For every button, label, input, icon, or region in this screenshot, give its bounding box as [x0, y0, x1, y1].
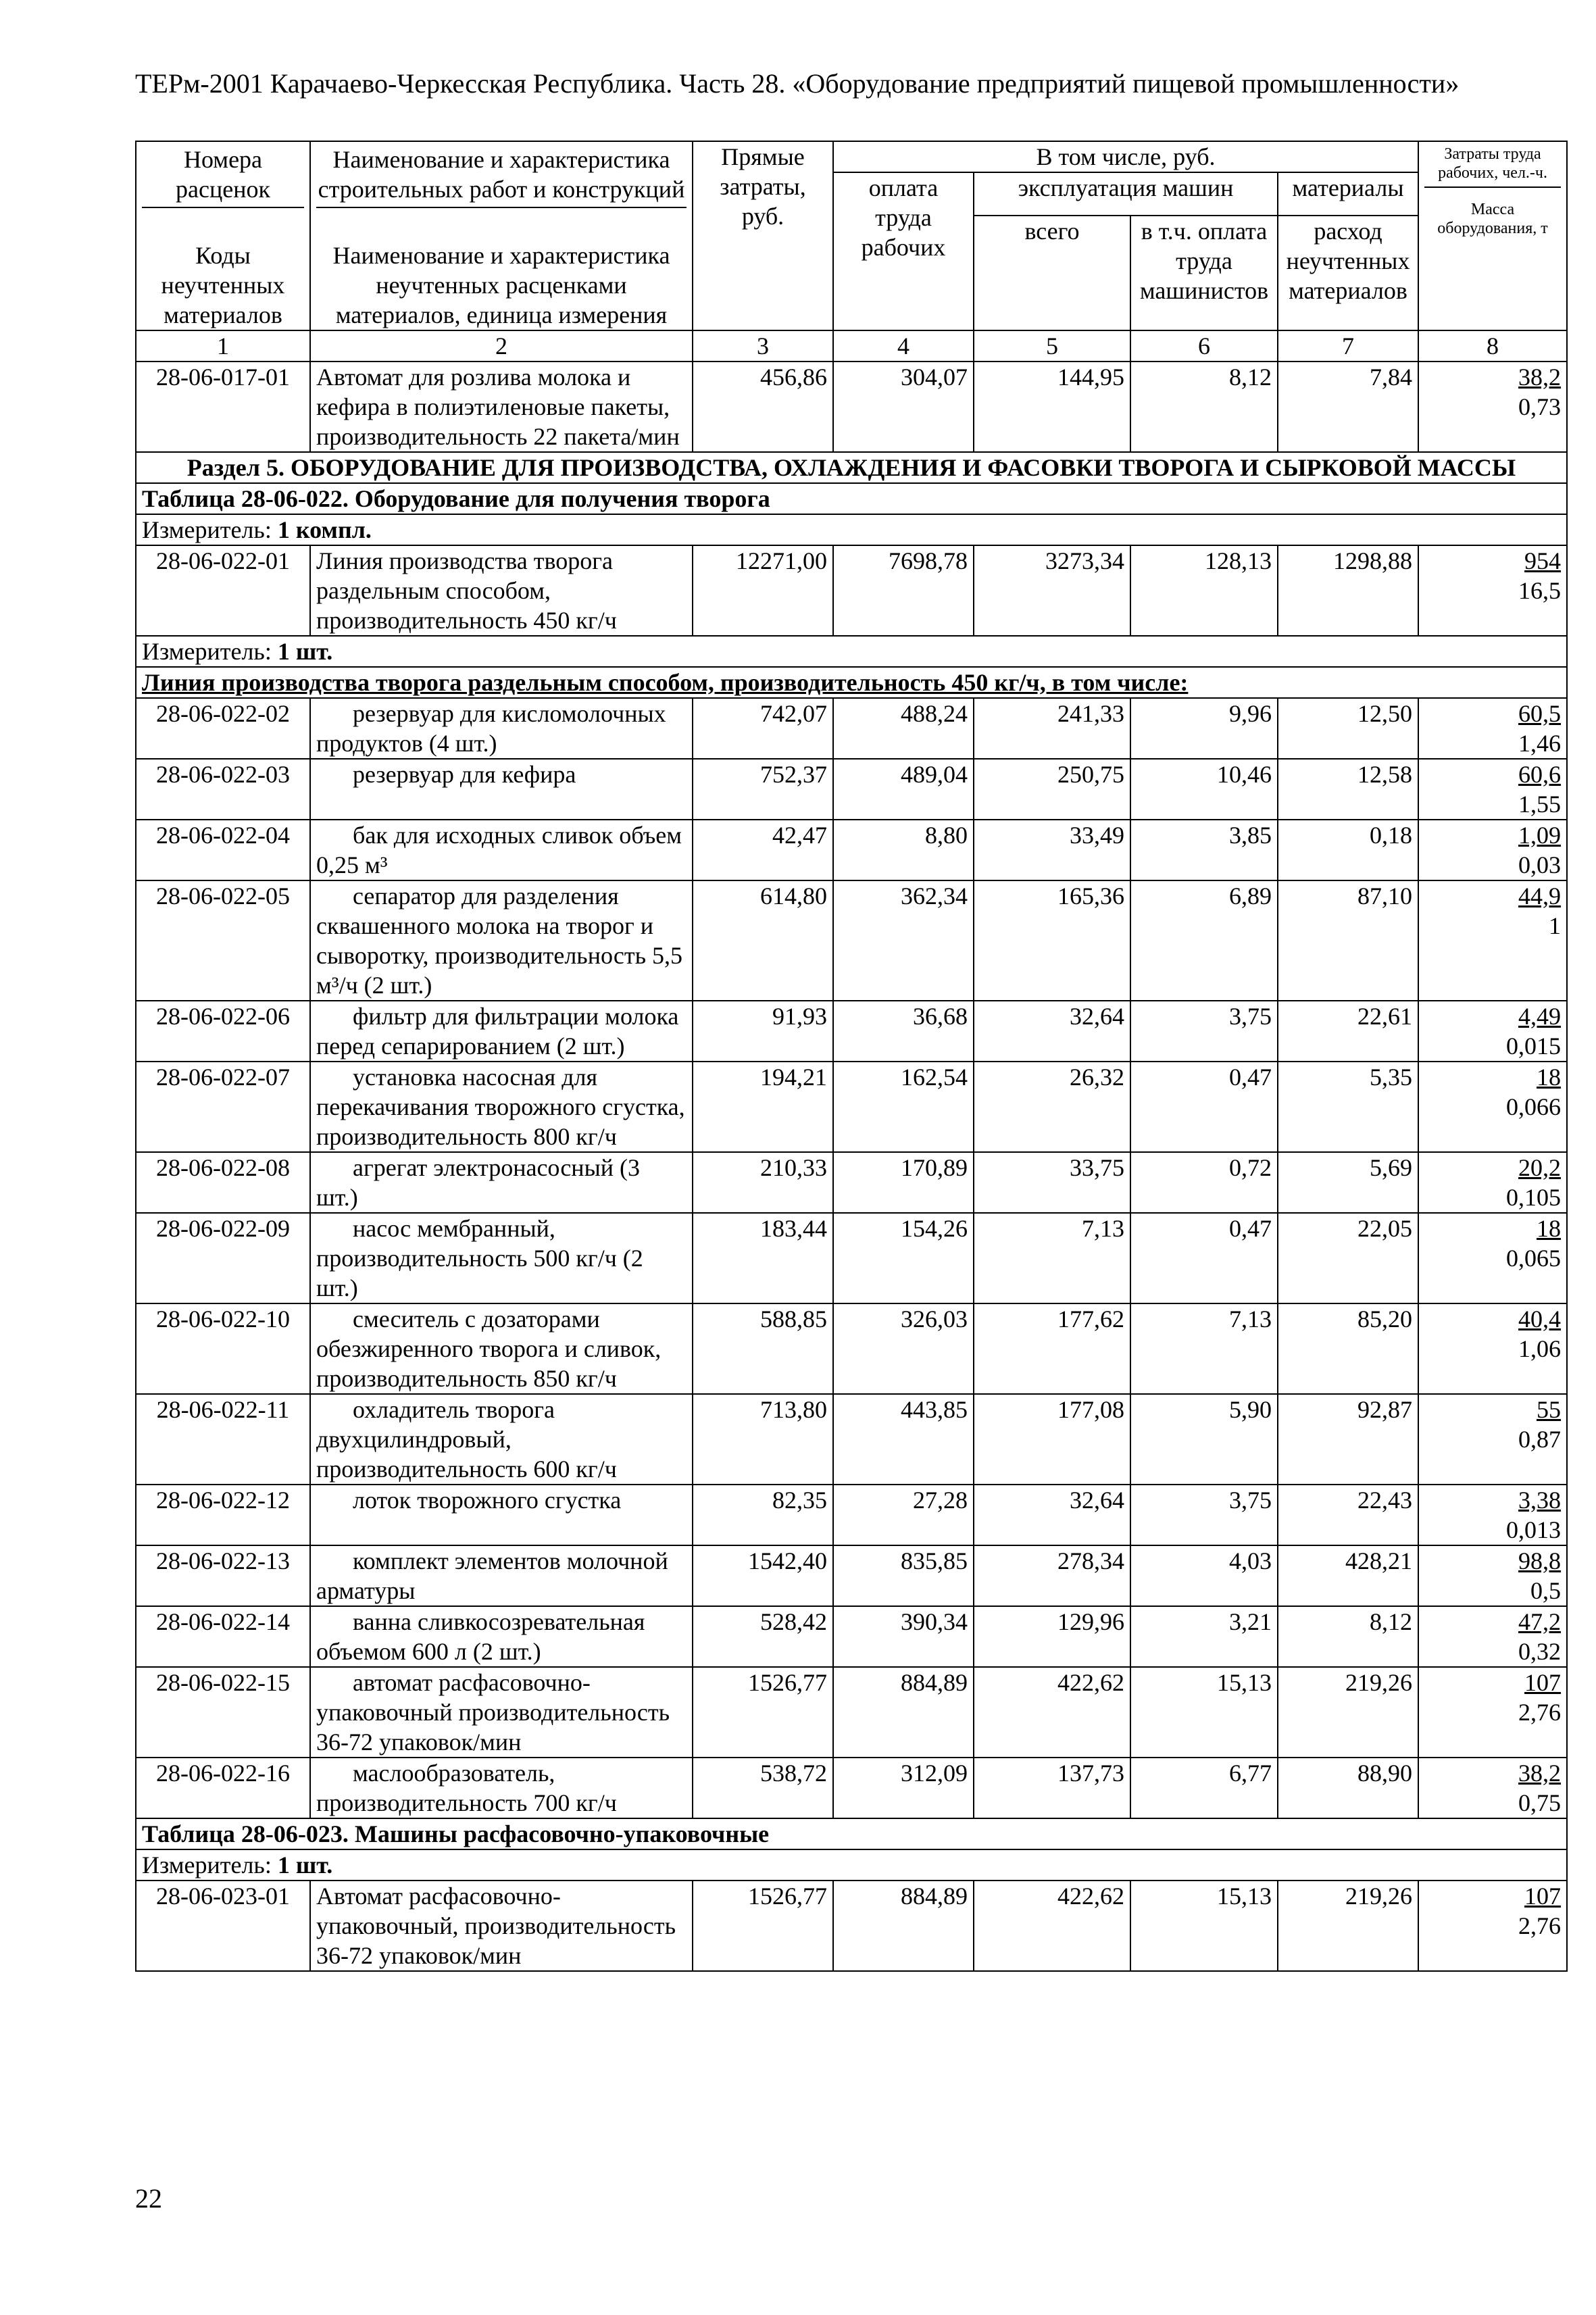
table-row — [136, 1667, 1567, 1758]
subhead: Линия производства творога раздельным способом, производительность 450 кг/ч, в том числе: — [136, 667, 1567, 698]
labor-costs: 107 — [1524, 1883, 1562, 1910]
direct-costs: 1542,40 — [693, 1545, 833, 1606]
machines-total: 137,73 — [974, 1758, 1130, 1818]
equipment-mass: 0,015 — [1506, 1032, 1562, 1060]
rate-code: 28-06-022-01 — [136, 545, 310, 636]
measure-row — [136, 1849, 1567, 1881]
header-materials: материалы — [1278, 172, 1418, 216]
materials: 7,84 — [1278, 362, 1418, 452]
labor-costs: 38,2 — [1518, 364, 1562, 391]
header-machines-total: всего — [974, 216, 1130, 330]
labor-costs: 107 — [1524, 1669, 1562, 1696]
machines-total: 177,62 — [974, 1303, 1130, 1394]
measure-label: Измеритель: — [142, 638, 272, 665]
wages: 154,26 — [833, 1213, 974, 1303]
header-in-total: В том числе, руб. — [833, 141, 1418, 172]
labor-and-mass — [1418, 1303, 1567, 1394]
labor-and-mass — [1418, 820, 1567, 880]
machines-total: 422,62 — [974, 1881, 1130, 1971]
equipment-mass: 0,013 — [1506, 1516, 1562, 1543]
work-name-text: резервуар для кисломолочных продуктов (4 шт.) — [316, 700, 666, 757]
materials: 22,61 — [1278, 1001, 1418, 1062]
work-name — [310, 1606, 693, 1667]
table-row — [136, 1545, 1567, 1606]
work-name — [310, 1758, 693, 1818]
direct-costs: 614,80 — [693, 880, 833, 1001]
machinists-wages: 3,21 — [1130, 1606, 1278, 1667]
wages: 7698,78 — [833, 545, 974, 636]
work-name-text: Автомат для розлива молока и кефира в полиэтиленовые пакеты, производительность 22 пакета/мин — [316, 364, 680, 450]
work-name-text: установка насосная для перекачивания творожного сгустка, производительность 800 кг/ч — [316, 1064, 685, 1150]
machinists-wages: 6,77 — [1130, 1758, 1278, 1818]
materials: 22,43 — [1278, 1485, 1418, 1545]
materials: 22,05 — [1278, 1213, 1418, 1303]
labor-costs: 40,4 — [1518, 1305, 1562, 1333]
machinists-wages: 7,13 — [1130, 1303, 1278, 1394]
labor-costs: 18 — [1537, 1215, 1562, 1242]
labor-costs: 3,38 — [1518, 1487, 1562, 1514]
labor-and-mass — [1418, 880, 1567, 1001]
header-mass: Масса оборудования, т — [1437, 201, 1548, 237]
table-row — [136, 698, 1567, 759]
labor-and-mass — [1418, 1758, 1567, 1818]
machines-total: 278,34 — [974, 1545, 1130, 1606]
table-title-row — [136, 1818, 1567, 1849]
equipment-mass: 1,46 — [1518, 730, 1562, 757]
header-names — [310, 141, 693, 330]
machinists-wages: 9,96 — [1130, 698, 1278, 759]
rate-code: 28-06-022-16 — [136, 1758, 310, 1818]
table-title: Таблица 28-06-023. Машины расфасовочно-упаковочные — [136, 1818, 1567, 1849]
wages: 8,80 — [833, 820, 974, 880]
measure-label: Измеритель: — [142, 516, 272, 543]
table-row — [136, 1213, 1567, 1303]
materials: 0,18 — [1278, 820, 1418, 880]
direct-costs: 42,47 — [693, 820, 833, 880]
work-name — [310, 1152, 693, 1213]
work-name — [310, 1213, 693, 1303]
rate-code: 28-06-022-02 — [136, 698, 310, 759]
column-number: 1 — [136, 330, 310, 362]
measure-row — [136, 514, 1567, 545]
wages: 170,89 — [833, 1152, 974, 1213]
machines-total: 32,64 — [974, 1001, 1130, 1062]
rate-code: 28-06-017-01 — [136, 362, 310, 452]
equipment-mass: 0,87 — [1518, 1426, 1562, 1453]
measure-value: 1 компл. — [277, 516, 372, 543]
machines-total: 144,95 — [974, 362, 1130, 452]
column-number: 4 — [833, 330, 974, 362]
wages: 884,89 — [833, 1667, 974, 1758]
machinists-wages: 8,12 — [1130, 362, 1278, 452]
machines-total: 26,32 — [974, 1062, 1130, 1152]
column-number: 5 — [974, 330, 1130, 362]
labor-and-mass — [1418, 1485, 1567, 1545]
materials: 92,87 — [1278, 1394, 1418, 1485]
work-name-text: бак для исходных сливок объем 0,25 м³ — [316, 822, 682, 878]
machinists-wages: 10,46 — [1130, 759, 1278, 820]
work-name — [310, 1485, 693, 1545]
table-row — [136, 545, 1567, 636]
labor-costs: 1,09 — [1518, 822, 1562, 849]
machines-total: 422,62 — [974, 1667, 1130, 1758]
direct-costs: 742,07 — [693, 698, 833, 759]
table-row — [136, 1001, 1567, 1062]
rate-code: 28-06-022-12 — [136, 1485, 310, 1545]
wages: 488,24 — [833, 698, 974, 759]
machines-total: 33,49 — [974, 820, 1130, 880]
table-row — [136, 759, 1567, 820]
wages: 27,28 — [833, 1485, 974, 1545]
machines-total: 32,64 — [974, 1485, 1130, 1545]
table-row — [136, 1062, 1567, 1152]
work-name-text: комплект элементов молочной арматуры — [316, 1547, 668, 1604]
table-row — [136, 1606, 1567, 1667]
machines-total: 3273,34 — [974, 545, 1130, 636]
wages: 312,09 — [833, 1758, 974, 1818]
labor-costs: 38,2 — [1518, 1760, 1562, 1787]
labor-and-mass — [1418, 1152, 1567, 1213]
section-row — [136, 452, 1567, 483]
equipment-mass: 1,06 — [1518, 1335, 1562, 1362]
direct-costs: 91,93 — [693, 1001, 833, 1062]
equipment-mass: 2,76 — [1518, 1912, 1562, 1939]
wages: 304,07 — [833, 362, 974, 452]
wages: 835,85 — [833, 1545, 974, 1606]
labor-and-mass — [1418, 362, 1567, 452]
equipment-mass: 0,32 — [1518, 1638, 1562, 1665]
materials: 87,10 — [1278, 880, 1418, 1001]
table-row — [136, 1152, 1567, 1213]
work-name-text: смеситель с дозаторами обезжиренного творога и сливок, производительность 850 кг/ч — [316, 1305, 662, 1392]
equipment-mass: 0,5 — [1530, 1577, 1562, 1604]
equipment-mass: 2,76 — [1518, 1699, 1562, 1726]
work-name — [310, 1303, 693, 1394]
work-name — [310, 1667, 693, 1758]
table-row — [136, 1881, 1567, 1971]
page-number: 22 — [135, 2183, 162, 2214]
header-wages: оплата труда рабочих — [833, 172, 974, 330]
materials: 85,20 — [1278, 1303, 1418, 1394]
direct-costs: 194,21 — [693, 1062, 833, 1152]
column-number: 7 — [1278, 330, 1418, 362]
header-material-consumption: расход неучтенных материалов — [1278, 216, 1418, 330]
work-name — [310, 362, 693, 452]
labor-and-mass — [1418, 759, 1567, 820]
work-name-text: лоток творожного сгустка — [353, 1487, 622, 1514]
work-name-text: маслообразователь, производительность 700 кг/ч — [316, 1760, 617, 1816]
table-title: Таблица 28-06-022. Оборудование для получения творога — [136, 483, 1567, 514]
equipment-mass: 16,5 — [1518, 577, 1562, 604]
measure — [136, 636, 1567, 667]
column-number: 8 — [1418, 330, 1567, 362]
materials: 219,26 — [1278, 1881, 1418, 1971]
labor-costs: 20,2 — [1518, 1154, 1562, 1181]
work-name — [310, 820, 693, 880]
equipment-mass: 1 — [1549, 912, 1562, 939]
header-rate-numbers: Номера расценок — [142, 145, 304, 208]
labor-costs: 18 — [1537, 1064, 1562, 1091]
equipment-mass: 1,55 — [1518, 791, 1562, 818]
subhead-row — [136, 667, 1567, 698]
header-material-codes: Коды неучтенных материалов — [161, 242, 285, 328]
work-name-text: резервуар для кефира — [353, 761, 576, 788]
machinists-wages: 0,47 — [1130, 1213, 1278, 1303]
labor-costs: 44,9 — [1518, 882, 1562, 910]
rates-table — [135, 141, 1568, 1972]
machinists-wages: 0,47 — [1130, 1062, 1278, 1152]
labor-and-mass — [1418, 1606, 1567, 1667]
direct-costs: 12271,00 — [693, 545, 833, 636]
direct-costs: 210,33 — [693, 1152, 833, 1213]
work-name — [310, 1062, 693, 1152]
machines-total: 241,33 — [974, 698, 1130, 759]
measure — [136, 514, 1567, 545]
direct-costs: 588,85 — [693, 1303, 833, 1394]
work-name-text: агрегат электронасосный (3 шт.) — [316, 1154, 641, 1211]
column-number: 3 — [693, 330, 833, 362]
table-row — [136, 820, 1567, 880]
equipment-mass: 0,105 — [1506, 1184, 1562, 1211]
materials: 219,26 — [1278, 1667, 1418, 1758]
wages: 362,34 — [833, 880, 974, 1001]
direct-costs: 1526,77 — [693, 1667, 833, 1758]
rate-code: 28-06-022-09 — [136, 1213, 310, 1303]
header-material-name: Наименование и характеристика неучтенных расценками материалов, единица измерения — [332, 242, 670, 328]
measure-value: 1 шт. — [277, 1851, 333, 1878]
work-name-text: фильтр для фильтрации молока перед сепарированием (2 шт.) — [316, 1003, 679, 1060]
labor-costs: 60,5 — [1518, 700, 1562, 727]
rate-code: 28-06-022-07 — [136, 1062, 310, 1152]
column-number: 6 — [1130, 330, 1278, 362]
work-name-text: Автомат расфасовочно-упаковочный, производительность 36-72 упаковок/мин — [316, 1883, 676, 1969]
measure-row — [136, 636, 1567, 667]
work-name — [310, 880, 693, 1001]
machines-total: 250,75 — [974, 759, 1130, 820]
measure — [136, 1849, 1567, 1881]
table-row — [136, 1394, 1567, 1485]
table-title-row — [136, 483, 1567, 514]
machinists-wages: 15,13 — [1130, 1881, 1278, 1971]
work-name-text: Линия производства творога раздельным способом, производительность 450 кг/ч — [316, 547, 617, 634]
rate-code: 28-06-022-10 — [136, 1303, 310, 1394]
rate-code: 28-06-022-04 — [136, 820, 310, 880]
materials: 8,12 — [1278, 1606, 1418, 1667]
direct-costs: 528,42 — [693, 1606, 833, 1667]
labor-and-mass — [1418, 698, 1567, 759]
header-row-1 — [136, 141, 1567, 172]
work-name-text: сепаратор для разделения сквашенного молока на творог и сыворотку, производительность 5,5 м³/ч (2 шт.) — [316, 882, 682, 999]
header-work-name: Наименование и характеристика строительных работ и конструкций — [316, 145, 687, 208]
column-number: 2 — [310, 330, 693, 362]
table-row — [136, 880, 1567, 1001]
rate-code: 28-06-022-11 — [136, 1394, 310, 1485]
running-head: ТЕРм-2001 Карачаево-Черкесская Республика. Часть 28. «Оборудование предприятий пищевой промышленности» — [135, 68, 1460, 99]
work-name — [310, 1394, 693, 1485]
work-name-text: автомат расфасовочно-упаковочный производительность 36-72 упаковок/мин — [316, 1669, 670, 1756]
machinists-wages: 4,03 — [1130, 1545, 1278, 1606]
equipment-mass: 0,75 — [1518, 1789, 1562, 1816]
labor-costs: 47,2 — [1518, 1608, 1562, 1635]
rate-code: 28-06-022-15 — [136, 1667, 310, 1758]
table-row — [136, 1485, 1567, 1545]
direct-costs: 1526,77 — [693, 1881, 833, 1971]
direct-costs: 752,37 — [693, 759, 833, 820]
work-name-text: охладитель творога двухцилиндровый, производительность 600 кг/ч — [316, 1396, 617, 1483]
work-name — [310, 698, 693, 759]
wages: 489,04 — [833, 759, 974, 820]
measure-value: 1 шт. — [277, 638, 333, 665]
labor-costs: 60,6 — [1518, 761, 1562, 788]
wages: 390,34 — [833, 1606, 974, 1667]
machines-total: 7,13 — [974, 1213, 1130, 1303]
labor-and-mass — [1418, 1881, 1567, 1971]
work-name — [310, 1545, 693, 1606]
direct-costs: 538,72 — [693, 1758, 833, 1818]
direct-costs: 713,80 — [693, 1394, 833, 1485]
machinists-wages: 3,75 — [1130, 1485, 1278, 1545]
header-direct-costs: Прямые затраты, руб. — [693, 141, 833, 330]
materials: 428,21 — [1278, 1545, 1418, 1606]
equipment-mass: 0,73 — [1518, 393, 1562, 420]
equipment-mass: 0,066 — [1506, 1093, 1562, 1120]
measure-label: Измеритель: — [142, 1851, 272, 1878]
rate-code: 28-06-022-14 — [136, 1606, 310, 1667]
section-title: Раздел 5. ОБОРУДОВАНИЕ ДЛЯ ПРОИЗВОДСТВА, ОХЛАЖДЕНИЯ И ФАСОВКИ ТВОРОГА И СЫРКОВОЙ МАССЫ — [136, 452, 1567, 483]
table-row — [136, 1303, 1567, 1394]
machinists-wages: 5,90 — [1130, 1394, 1278, 1485]
work-name — [310, 1881, 693, 1971]
header-labor — [1418, 141, 1567, 330]
header-codes — [136, 141, 310, 330]
direct-costs: 82,35 — [693, 1485, 833, 1545]
machinists-wages: 128,13 — [1130, 545, 1278, 636]
table-row — [136, 1758, 1567, 1818]
wages: 884,89 — [833, 1881, 974, 1971]
rate-code: 28-06-022-06 — [136, 1001, 310, 1062]
direct-costs: 183,44 — [693, 1213, 833, 1303]
machines-total: 33,75 — [974, 1152, 1130, 1213]
direct-costs: 456,86 — [693, 362, 833, 452]
work-name — [310, 759, 693, 820]
materials: 5,69 — [1278, 1152, 1418, 1213]
equipment-mass: 0,03 — [1518, 851, 1562, 878]
machinists-wages: 6,89 — [1130, 880, 1278, 1001]
machines-total: 177,08 — [974, 1394, 1130, 1485]
labor-costs: 98,8 — [1518, 1547, 1562, 1574]
labor-costs: 954 — [1524, 547, 1562, 574]
wages: 162,54 — [833, 1062, 974, 1152]
work-name-text: ванна сливкосозревательная объемом 600 л (2 шт.) — [316, 1608, 645, 1665]
wages: 36,68 — [833, 1001, 974, 1062]
header-labor-costs: Затраты труда рабочих, чел.-ч. — [1424, 145, 1561, 188]
materials: 1298,88 — [1278, 545, 1418, 636]
machinists-wages: 15,13 — [1130, 1667, 1278, 1758]
labor-and-mass — [1418, 1394, 1567, 1485]
labor-and-mass — [1418, 1001, 1567, 1062]
materials: 5,35 — [1278, 1062, 1418, 1152]
labor-costs: 55 — [1537, 1396, 1562, 1423]
machines-total: 129,96 — [974, 1606, 1130, 1667]
rate-code: 28-06-022-13 — [136, 1545, 310, 1606]
materials: 88,90 — [1278, 1758, 1418, 1818]
work-name — [310, 545, 693, 636]
header-machinists: в т.ч. оплата труда машинистов — [1130, 216, 1278, 330]
rate-code: 28-06-022-05 — [136, 880, 310, 1001]
header-machines: эксплуатация машин — [974, 172, 1278, 216]
labor-and-mass — [1418, 1062, 1567, 1152]
labor-and-mass — [1418, 1667, 1567, 1758]
labor-and-mass — [1418, 1213, 1567, 1303]
labor-costs: 4,49 — [1518, 1003, 1562, 1030]
rate-code: 28-06-022-08 — [136, 1152, 310, 1213]
work-name — [310, 1001, 693, 1062]
labor-and-mass — [1418, 1545, 1567, 1606]
rate-code: 28-06-022-03 — [136, 759, 310, 820]
column-numbers-row — [136, 330, 1567, 362]
machines-total: 165,36 — [974, 880, 1130, 1001]
machinists-wages: 3,85 — [1130, 820, 1278, 880]
materials: 12,50 — [1278, 698, 1418, 759]
materials: 12,58 — [1278, 759, 1418, 820]
rate-code: 28-06-023-01 — [136, 1881, 310, 1971]
wages: 326,03 — [833, 1303, 974, 1394]
work-name-text: насос мембранный, производительность 500 кг/ч (2 шт.) — [316, 1215, 643, 1301]
table-row — [136, 362, 1567, 452]
machinists-wages: 3,75 — [1130, 1001, 1278, 1062]
wages: 443,85 — [833, 1394, 974, 1485]
machinists-wages: 0,72 — [1130, 1152, 1278, 1213]
equipment-mass: 0,065 — [1506, 1245, 1562, 1272]
labor-and-mass — [1418, 545, 1567, 636]
